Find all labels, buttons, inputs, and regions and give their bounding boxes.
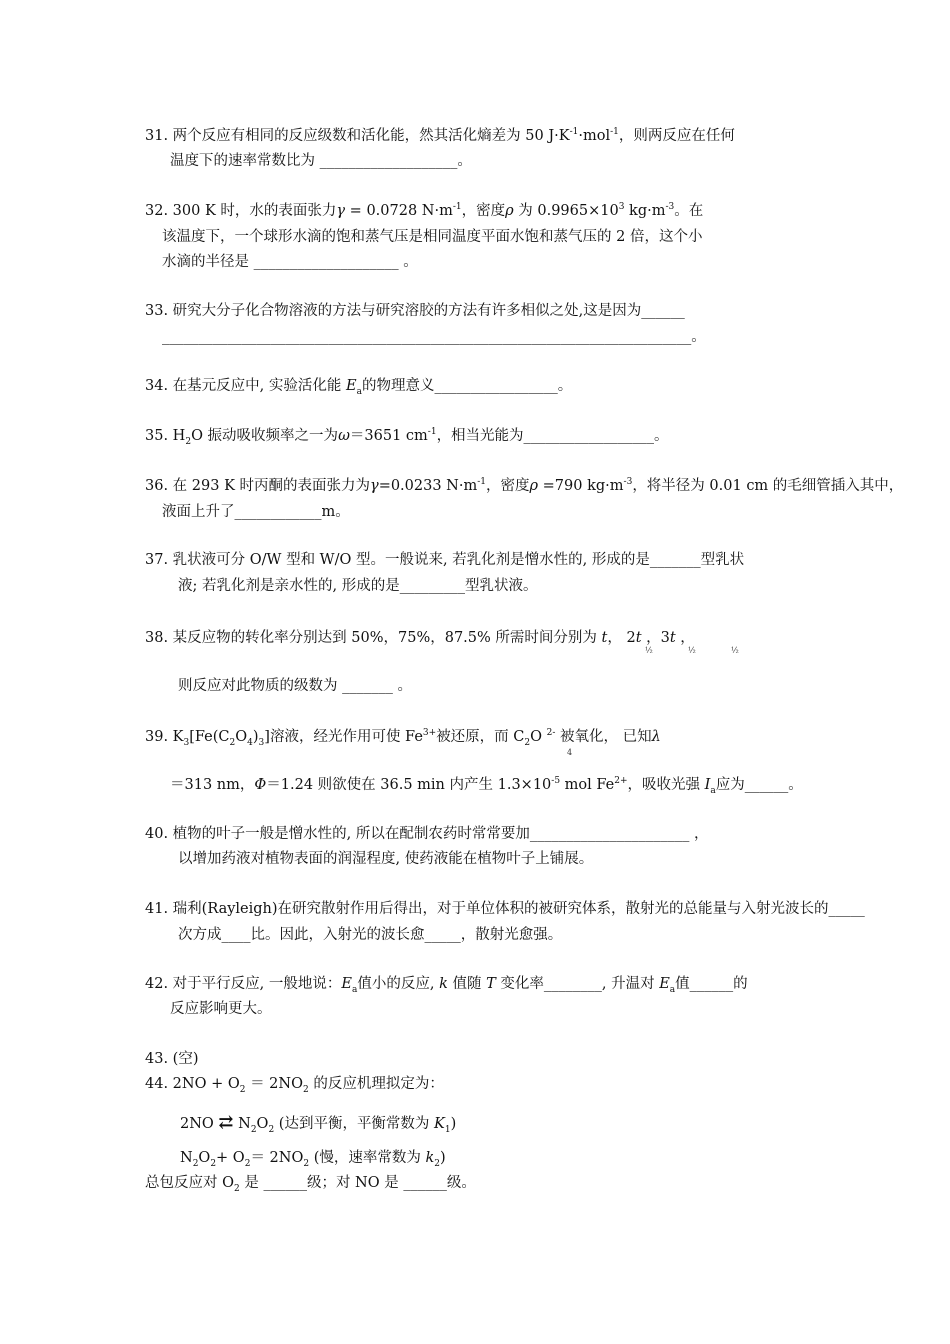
q44-text: 2NO [180, 1116, 219, 1132]
q39-sub: 4 [247, 737, 253, 748]
q35-sub: 2 [185, 436, 192, 447]
t-symbol: t [601, 630, 608, 646]
half-subscript: ½ [731, 646, 739, 655]
q39-sup: 3+ [422, 728, 437, 739]
question-31-line-2: 温度下的速率常数比为 ___________________。 [170, 153, 472, 169]
mechanism-step-2 [180, 1149, 446, 1167]
q44-sub: 2 [303, 1158, 310, 1169]
q44-text: 总包反应对 O [145, 1175, 234, 1191]
q39-sup: 2+ [614, 776, 628, 787]
q44-sub: 2 [234, 1183, 240, 1194]
question-33-line-1: 33. 研究大分子化合物溶液的方法与研究溶胶的方法有许多相似之处,这是因为______ [145, 303, 685, 319]
q42-sub: a [669, 984, 676, 995]
t-symbol: t [669, 630, 676, 646]
question-41-line-2: 次方成____比。因此，入射光的波长愈_____，散射光愈强。 [178, 927, 563, 943]
q35-text: ＝3651 cm [349, 428, 428, 444]
q34-text: 34. 在基元反应中, 实验活化能 [145, 378, 346, 394]
q44-text: (达到平衡，平衡常数为 [274, 1116, 435, 1132]
q44-text: ) [450, 1116, 457, 1132]
q32-sup: -1 [452, 202, 462, 213]
gamma-symbol: γ [336, 203, 346, 219]
q35-text: ，相当光能为__________________。 [436, 428, 669, 444]
k-symbol: k [425, 1150, 435, 1166]
question-38-line-1 [145, 629, 695, 647]
q31-text: ，则两反应在任何 [618, 128, 735, 144]
q31-sup: -1 [610, 127, 619, 138]
q39-sup: 2- [546, 728, 556, 739]
q44-text: 是 ______级；对 NO 是 ______级。 [239, 1175, 476, 1191]
phi-symbol: Φ [254, 777, 267, 793]
q39-text: ) [252, 729, 259, 745]
question-36-line-1 [145, 477, 903, 495]
q34-text: 的物理意义_________________。 [361, 378, 573, 394]
q36-sup: -3 [623, 477, 633, 488]
q39-text: 应为______。 [715, 777, 803, 793]
rho-symbol: ρ [529, 478, 539, 494]
q39-text: ]溶液，经光作用可使 Fe [264, 729, 423, 745]
q44-sub: 2 [268, 1124, 275, 1135]
q44-text: O [198, 1150, 211, 1166]
q36-text: ，密度 [486, 478, 530, 494]
q44-text: O [256, 1116, 269, 1132]
q34-sub: a [356, 386, 362, 397]
q31-sup: -1 [569, 127, 579, 138]
q31-text: 31. 两个反应有相同的反应级数和活化能，然其活化熵差为 50 J·K [145, 128, 570, 144]
question-42-line-1 [145, 975, 748, 993]
q32-sup: -3 [665, 202, 675, 213]
question-44-line-1 [145, 1075, 444, 1093]
q44-text: 的反应机理拟定为： [308, 1076, 444, 1092]
question-36-line-2: 液面上升了____________m。 [162, 504, 350, 520]
q39-text: [Fe(C [189, 729, 230, 745]
t-temperature-symbol: T [486, 976, 496, 992]
q42-text: 变化率________, 升温对 [495, 976, 660, 992]
q39-sub: 3 [258, 737, 265, 748]
q38-text: ， [675, 630, 695, 646]
q44-sub: 2 [239, 1084, 246, 1095]
q35-text: O 振动吸收频率之一为 [191, 428, 339, 444]
question-37-line-2: 液; 若乳化剂是亲水性的, 形成的是_________型乳状液。 [178, 578, 538, 594]
gamma-symbol: γ [370, 478, 379, 494]
q36-text: =790 kg·m [538, 478, 624, 494]
q39-text: O [530, 729, 547, 745]
q36-text: ，将半径为 0.01 cm 的毛细管插入其中， [632, 478, 904, 494]
question-42-line-2: 反应影响更大。 [170, 1001, 272, 1017]
q38-text: 38. 某反应物的转化率分别达到 50%，75%，87.5% 所需时间分别为 [145, 630, 602, 646]
q44-sub: 2 [303, 1084, 309, 1095]
half-subscript: ½ [688, 646, 696, 655]
q44-sub: 1 [444, 1124, 451, 1135]
q32-text: 为 0.9965×10 [513, 203, 619, 219]
k-constant-symbol: K [434, 1116, 445, 1132]
q39-text: O [235, 729, 248, 745]
q39-text: mol Fe [560, 777, 615, 793]
q44-text: N [180, 1150, 193, 1166]
q32-text: 32. 300 K 时，水的表面张力 [145, 203, 337, 219]
q39-text: 39. K [145, 729, 184, 745]
question-35 [145, 427, 669, 445]
lambda-symbol: λ [651, 729, 661, 745]
question-38-line-2: 则反应对此物质的级数为 _______ 。 [178, 678, 412, 694]
question-43: 43. (空) [145, 1051, 199, 1067]
q44-sub: 2 [210, 1158, 217, 1169]
q42-text: 值随 [447, 976, 487, 992]
q38-text: ，3 [641, 630, 670, 646]
activation-energy-symbol: E [346, 378, 357, 394]
q44-text: ) [440, 1150, 446, 1166]
q42-text: 值小的反应, [357, 976, 440, 992]
q36-text: =0.0233 N·m [378, 478, 478, 494]
q39-sub: 2 [229, 737, 236, 748]
q32-text: = 0.0728 N·m [345, 203, 453, 219]
q42-text: 值______的 [675, 976, 748, 992]
q39-text: ＝1.24 则欲使在 36.5 min 内产生 1.3×10 [266, 777, 552, 793]
q44-text: + O [216, 1150, 245, 1166]
question-32-line-3: 水滴的半径是 ____________________ 。 [162, 254, 418, 270]
q39-text: 被氧化， 已知 [555, 729, 652, 745]
q39-sub: 2 [524, 737, 531, 748]
question-37-line-1: 37. 乳状液可分 O/W 型和 W/O 型。一般说来, 若乳化剂是憎水性的, 形成的是_______型乳状 [145, 552, 745, 568]
q39-text: ＝313 nm， [170, 777, 255, 793]
q39-text: ，吸收光强 [627, 777, 705, 793]
q44-sub: 2 [192, 1158, 199, 1169]
q36-text: 36. 在 293 K 时丙酮的表面张力为 [145, 478, 371, 494]
q32-text: ，密度 [461, 203, 506, 219]
question-39-line-2 [170, 776, 803, 794]
activation-energy-symbol: E [341, 976, 352, 992]
rho-symbol: ρ [505, 203, 514, 219]
question-40-line-2: 以增加药液对植物表面的润湿程度, 使药液能在植物叶子上铺展。 [178, 851, 594, 867]
q36-sup: -1 [477, 477, 487, 488]
q39-sub: 3 [183, 737, 190, 748]
question-33-line-2: _________________________________________________________________________。 [162, 329, 706, 345]
question-32-line-1 [145, 202, 703, 220]
question-31-line-1 [145, 127, 735, 145]
q44-sub: 2 [244, 1158, 251, 1169]
q39-sup: -5 [551, 776, 561, 787]
q42-sub: a [351, 984, 358, 995]
question-39-line-1 [145, 728, 661, 746]
activation-energy-symbol: E [659, 976, 670, 992]
question-41-line-1: 41. 瑞利(Rayleigh)在研究散射作用后得出，对于单位体积的被研究体系，散射光的总能量与入射光波长的_____ [145, 901, 865, 917]
q44-text: (慢，速率常数为 [309, 1150, 426, 1166]
q35-text: 35. H [145, 428, 186, 444]
intensity-symbol: I [704, 777, 711, 793]
half-subscript: ½ [645, 646, 653, 655]
q44-sub: 2 [250, 1124, 257, 1135]
q31-text: ·mol [578, 128, 611, 144]
q32-text: 。在 [674, 203, 704, 219]
q39-text: 被还原，而 C [436, 729, 525, 745]
k-symbol: k [439, 976, 448, 992]
q32-sup: 3 [618, 202, 625, 213]
q44-text: ＝ 2NO [250, 1150, 304, 1166]
question-44-final [145, 1174, 476, 1192]
q39-sub: a [710, 785, 716, 796]
t-symbol: t [635, 630, 642, 646]
omega-symbol: ω [338, 428, 350, 444]
q35-sup: -1 [427, 427, 437, 438]
question-40-line-1: 40. 植物的叶子一般是憎水性的, 所以在配制农药时常常要加______________________ ， [145, 826, 709, 842]
question-34 [145, 377, 572, 395]
q44-sub: 2 [434, 1158, 440, 1169]
q44-text: N [233, 1116, 251, 1132]
equilibrium-arrow-icon: ⇄ [218, 1112, 234, 1133]
mechanism-step-1 [180, 1114, 456, 1133]
oxalate-subscript: 4 [567, 748, 573, 757]
q42-text: 42. 对于平行反应, 一般地说： [145, 976, 342, 992]
q44-text: ＝ 2NO [245, 1076, 303, 1092]
q32-text: kg·m [624, 203, 666, 219]
q38-text: ， 2 [607, 630, 636, 646]
q44-text: 44. 2NO + O [145, 1076, 240, 1092]
question-32-line-2: 该温度下，一个球形水滴的饱和蒸气压是相同温度平面水饱和蒸气压的 2 倍，这个小 [162, 229, 703, 245]
